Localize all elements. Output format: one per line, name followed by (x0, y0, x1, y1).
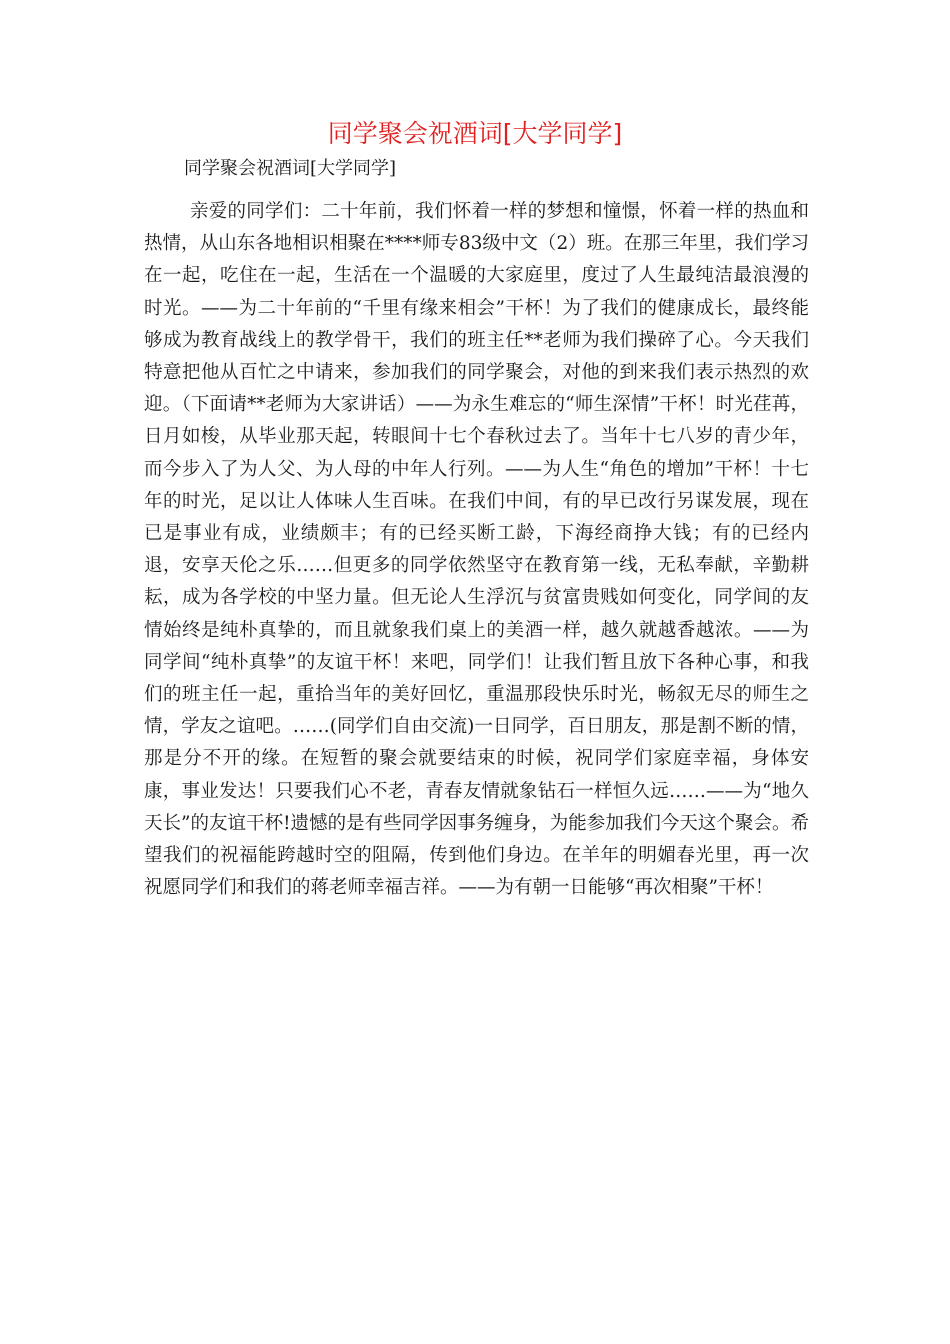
document-subtitle: 同学聚会祝酒词[大学同学] (184, 158, 397, 179)
document-body: 亲爱的同学们：二十年前，我们怀着一样的梦想和憧憬，怀着一样的热血和热情，从山东各地相识相聚在****师专83级中文（2）班。在那三年里，我们学习在一起，吃住在一起，生活在一个温暖的大家庭里，度过了人生最纯洁最浪漫的时光。——为二十年前的“千里有缘来相会”干杯！为了我们的健康成长，最终能够成为教育战线上的教学骨干，我们的班主任**老师为我们操碎了心。今天我们特意把他从百忙之中请来，参加我们的同学聚会，对他的到来我们表示热烈的欢迎。（下面请**老师为大家讲话）——为永生难忘的“师生深情”干杯！时光荏苒，日月如梭，从毕业那天起，转眼间十七个春秋过去了。当年十七八岁的青少年，而今步入了为人父、为人母的中年人行列。——为人生“角色的增加”干杯！十七年的时光，足以让人体味人生百味。在我们中间，有的早已改行另谋发展，现在已是事业有成，业绩颇丰；有的已经买断工龄，下海经商挣大钱；有的已经内退，安享天伦之乐……但更多的同学依然坚守在教育第一线，无私奉献，辛勤耕耘，成为各学校的中坚力量。但无论人生浮沉与贫富贵贱如何变化，同学间的友情始终是纯朴真挚的，而且就象我们桌上的美酒一样，越久就越香越浓。——为同学间“纯朴真挚”的友谊干杯！来吧，同学们！让我们暂且放下各种心事，和我们的班主任一起，重拾当年的美好回忆，重温那段快乐时光，畅叙无尽的师生之情，学友之谊吧。……(同学们自由交流)一日同学，百日朋友，那是割不断的情，那是分不开的缘。在短暂的聚会就要结束的时候，祝同学们家庭幸福，身体安康，事业发达！只要我们心不老，青春友情就象钻石一样恒久远……——为“地久天长”的友谊干杯!遗憾的是有些同学因事务缠身，为能参加我们今天这个聚会。希望我们的祝福能跨越时空的阻隔，传到他们身边。在羊年的明媚春光里，再一次祝愿同学们和我们的蒋老师幸福吉祥。——为有朝一日能够“再次相聚”干杯！ (144, 201, 809, 899)
document-title: 同学聚会祝酒词[大学同学] (327, 119, 623, 148)
